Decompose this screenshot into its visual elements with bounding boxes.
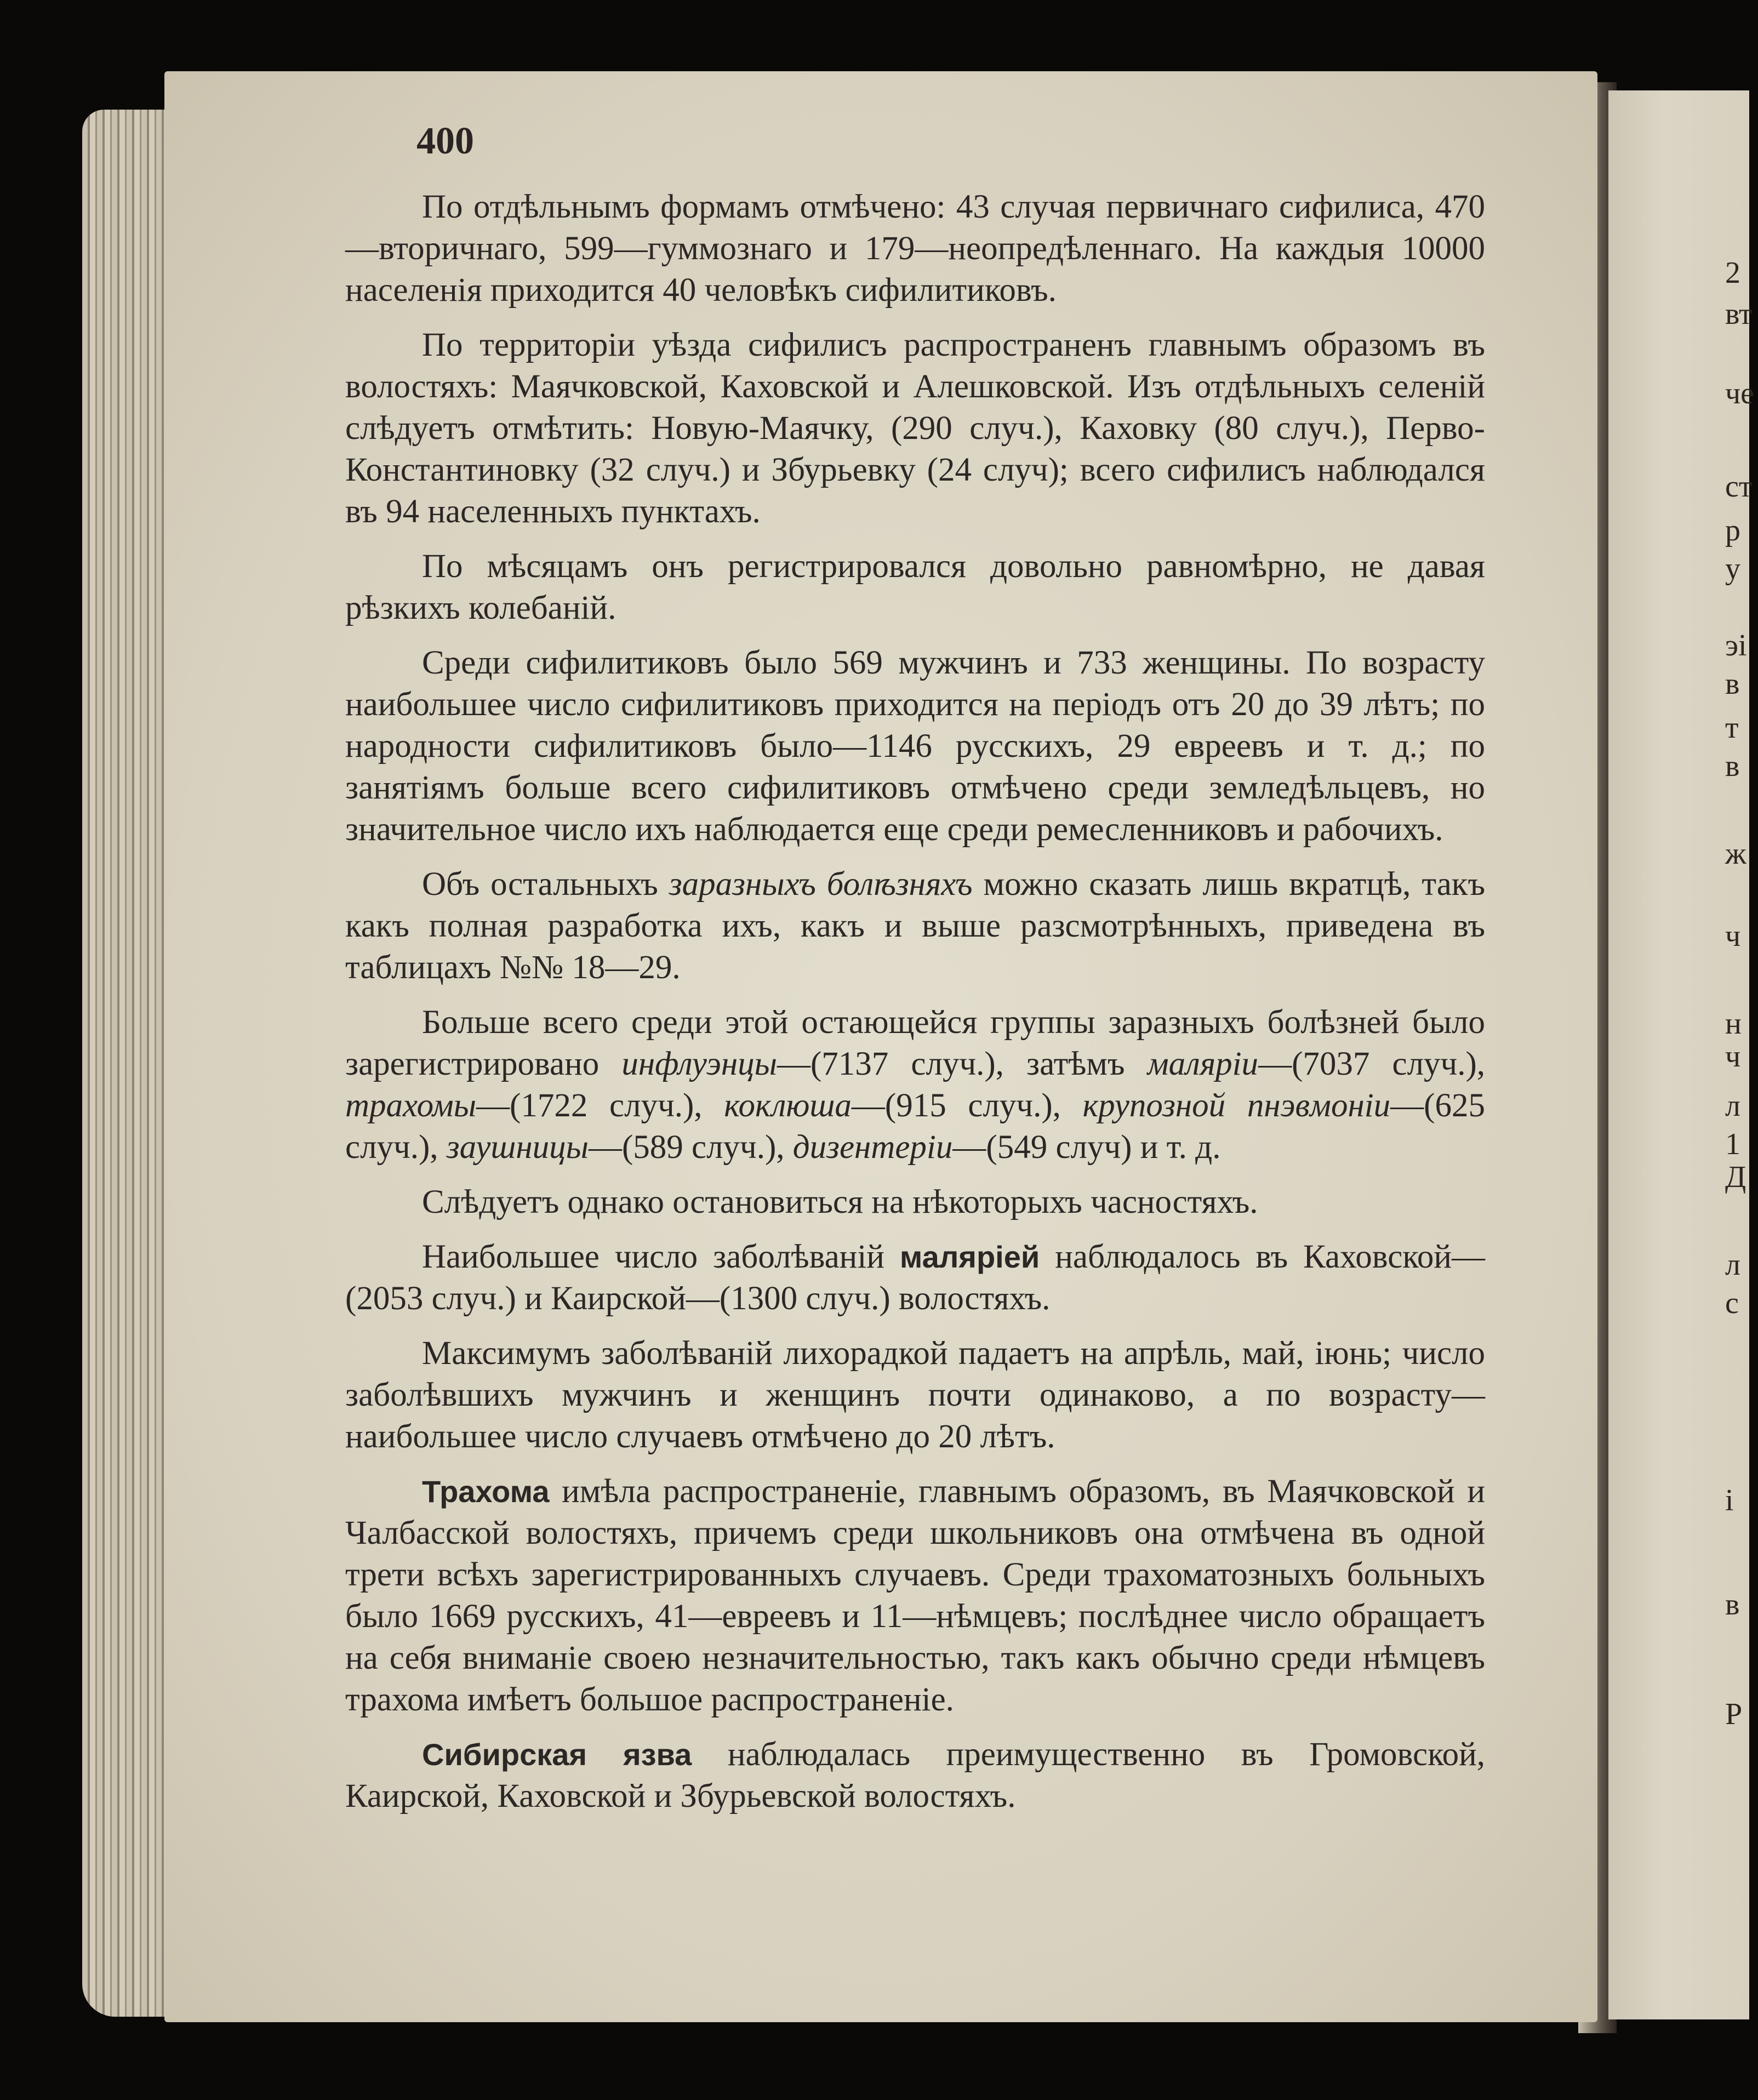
bold-heading-term: Сибирская язва — [422, 1737, 692, 1772]
text-run: Среди сифилитиковъ было 569 мужчинъ и 733 женщины. По возрасту наибольшее число сифилитиковъ приходится на періодъ отъ 20 до 39 лѣтъ; по народности сифилитиковъ было—1146 русскихъ, 29 евреевъ и т. д.; по занятіямъ больше всего сифилитиковъ отмѣчено среди земледѣльцевъ, но значительное число ихъ наблюдается еще среди ремесленниковъ и рабочихъ. — [345, 644, 1485, 848]
paragraph — [345, 186, 1485, 311]
facing-page-fragment: в — [1725, 667, 1740, 701]
facing-page-fragment: че — [1725, 376, 1755, 410]
paragraph — [345, 324, 1485, 533]
facing-page-text-fragments — [1725, 0, 1758, 2100]
text-run: —(549 случ) и т. д. — [952, 1129, 1221, 1166]
facing-page-fragment: Д — [1725, 1160, 1746, 1194]
facing-page-fragment: ж — [1725, 837, 1746, 871]
italic-term: трахомы — [345, 1087, 477, 1124]
facing-page-fragment: т — [1725, 711, 1739, 745]
facing-page-fragment: л — [1725, 1248, 1740, 1282]
facing-page-fragment: н — [1725, 1007, 1742, 1041]
text-run: —(915 случ.), — [851, 1087, 1083, 1124]
text-run: Больше всего среди этой остающейся группы заразныхъ болѣзней было зарегистрировано — [345, 1004, 1485, 1082]
facing-page-fragment: у — [1725, 552, 1740, 586]
text-run: Слѣдуетъ однако остановиться на нѣкоторыхъ часностяхъ. — [422, 1184, 1258, 1220]
paragraph — [345, 1333, 1485, 1458]
bold-heading-term: Трахома — [422, 1474, 550, 1509]
paragraph — [345, 1236, 1485, 1320]
text-run: —(1722 случ.), — [476, 1087, 724, 1124]
text-run: —(7037 случ.), — [1258, 1046, 1486, 1082]
facing-page-fragment: 1 — [1725, 1127, 1740, 1161]
facing-page-fragment: р — [1725, 513, 1740, 547]
paragraph — [345, 1471, 1485, 1721]
facing-page-fragment: л — [1725, 1089, 1740, 1123]
paragraph — [345, 864, 1485, 989]
italic-term: коклюша — [724, 1087, 852, 1124]
italic-term: заушницы — [446, 1129, 589, 1166]
text-run: имѣла распространеніе, главнымъ образомъ, въ Маячковской и Чалбасской волостяхъ, причемъ среди школьниковъ она отмѣчена въ одной трети всѣхъ зарегистрированныхъ случаевъ. Среди трахоматозныхъ больныхъ было 1669 русскихъ, 41—евреевъ и 11—нѣмцевъ; послѣднее число обращаетъ на себя вниманіе своею незначительностью, такъ какъ обычно среди нѣмцевъ трахома имѣетъ большое распространеніе. — [345, 1473, 1485, 1718]
italic-term: маляріи — [1147, 1046, 1259, 1082]
bold-heading-term: маляріей — [899, 1240, 1040, 1274]
facing-page-fragment: ч — [1725, 919, 1741, 953]
facing-page-fragment: вт — [1725, 297, 1753, 331]
text-run: По отдѣльнымъ формамъ отмѣчено: 43 случая первичнаго сифилиса, 470—вторичнаго, 599—гуммознаго и 179—неопредѣленнаго. На каждыя 10000 населенія приходится 40 человѣкъ сифилитиковъ. — [345, 189, 1485, 309]
text-run: наблюдалось въ Каховской—(2053 случ.) и Каирской—(1300 случ.) волостяхъ. — [345, 1239, 1485, 1317]
text-run: —(7137 случ.), затѣмъ — [777, 1046, 1148, 1082]
facing-page-fragment: эі — [1725, 629, 1747, 663]
italic-term: инфлуэнцы — [621, 1046, 777, 1082]
text-run: —(625 случ.), — [345, 1087, 1485, 1166]
italic-term: крупозной пнэвмоніи — [1082, 1087, 1391, 1124]
facing-page-fragment: в — [1725, 749, 1740, 783]
text-run: можно сказать лишь вкратцѣ, такъ какъ полная разработка ихъ, какъ и выше разсмотрѣнныхъ, приведена въ таблицахъ №№ 18—29. — [345, 866, 1485, 986]
text-run: По территоріи уѣзда сифилисъ распространенъ главнымъ образомъ въ волостяхъ: Маячковской, Каховской и Алешковской. Изъ отдѣльныхъ селеній слѣдуетъ отмѣтить: Новую-Маячку, (290 случ.), Каховку (80 случ.), Перво-Константиновку (32 случ.) и Збурьевку (24 случ); всего сифилисъ наблюдался въ 94 населенныхъ пунктахъ. — [345, 327, 1485, 530]
text-run: Объ остальныхъ — [422, 866, 669, 903]
page-number: 400 — [416, 120, 474, 162]
text-run: наблюдалась преимущественно въ Громовской, Каирской, Каховской и Збурьевской волостяхъ. — [345, 1736, 1486, 1814]
facing-page-fragment: в — [1725, 1588, 1740, 1622]
paragraph — [345, 546, 1485, 629]
text-run: Максимумъ заболѣваній лихорадкой падаетъ на апрѣль, май, іюнь; число заболѣвшихъ мужчинъ и женщинъ почти одинаково, а по возрасту—наибольшее число случаевъ отмѣчено до 20 лѣтъ. — [345, 1335, 1485, 1455]
text-run: По мѣсяцамъ онъ регистрировался довольно равномѣрно, не давая рѣзкихъ колебаній. — [345, 548, 1485, 626]
paragraph — [345, 1734, 1485, 1817]
facing-page-fragment: с — [1725, 1286, 1739, 1320]
paragraph — [345, 1182, 1485, 1223]
italic-term: заразныхъ болѣзняхъ — [669, 866, 973, 903]
facing-page-fragment: і — [1725, 1483, 1734, 1517]
facing-page-fragment: ст — [1725, 470, 1753, 504]
text-run: Наибольшее число заболѣваній — [422, 1239, 900, 1275]
paragraph — [345, 642, 1485, 851]
italic-term: дизентеріи — [792, 1129, 953, 1166]
facing-page-fragment: 2 — [1725, 256, 1740, 290]
facing-page-fragment: ч — [1725, 1040, 1741, 1074]
text-run: —(589 случ.), — [588, 1129, 793, 1166]
facing-page-fragment: Р — [1725, 1697, 1743, 1731]
page-text — [345, 186, 1485, 1830]
paragraph — [345, 1002, 1485, 1168]
